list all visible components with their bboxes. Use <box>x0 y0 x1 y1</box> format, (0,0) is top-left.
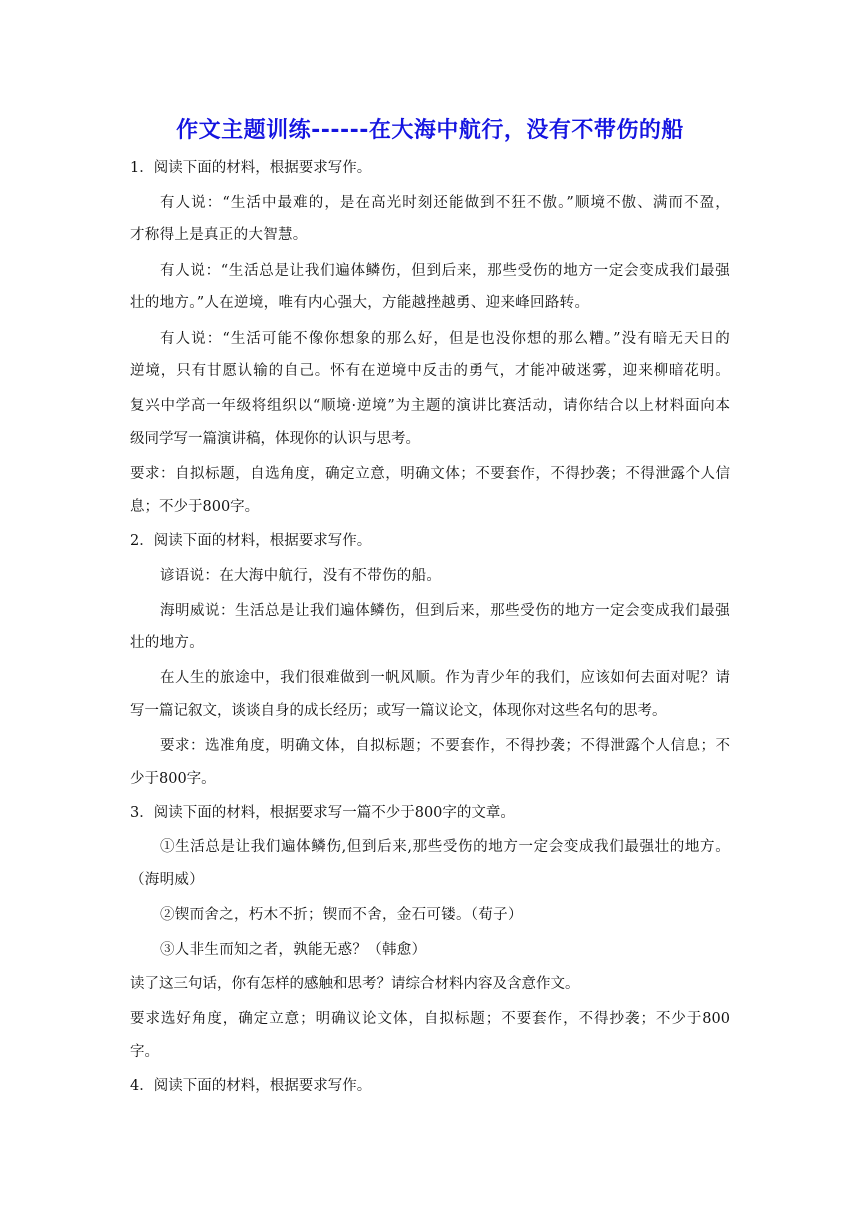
question-2-prompt: 2．阅读下面的材料，根据要求写作。 <box>130 533 372 549</box>
quote-source: （海明威） <box>130 872 204 888</box>
page-title: 作文主题训练------在大海中航行，没有不带伤的船 <box>176 118 684 143</box>
requirements-paragraph: 要求：自拟标题，自选角度，确定立意，明确文体；不要套作，不得抄袭；不得泄露个人信 <box>130 466 730 482</box>
material-paragraph: 有人说：“生活可能不像你想象的那么好，但是也没你想的那么糟。”没有暗无天日的 <box>160 331 730 347</box>
question-1-prompt: 1．阅读下面的材料，根据要求写作。 <box>130 160 372 176</box>
material-paragraph: 谚语说：在大海中航行，没有不带伤的船。 <box>160 568 442 584</box>
task-paragraph: 在人生的旅途中，我们很难做到一帆风顺。作为青少年的我们，应该如何去面对呢？请 <box>160 670 730 686</box>
requirements-paragraph: 字。 <box>130 1044 159 1060</box>
task-paragraph: 写一篇记叙文，谈谈自身的成长经历；或写一篇议论文，体现你对这些名句的思考。 <box>130 703 667 719</box>
requirements-paragraph: 少于800字。 <box>130 771 216 787</box>
material-paragraph: 有人说：“生活中最难的，是在高光时刻还能做到不狂不傲。”顺境不傲、满而不盈， <box>160 195 730 211</box>
task-paragraph: 读了这三句话，你有怎样的感触和思考？请综合材料内容及含意作文。 <box>130 976 580 992</box>
requirements-paragraph: 要求选好角度，确定立意；明确议论文体，自拟标题；不要套作，不得抄袭；不少于800 <box>130 1011 730 1027</box>
requirements-paragraph: 息；不少于800字。 <box>130 499 260 515</box>
material-paragraph: 壮的地方。 <box>130 635 204 651</box>
question-3-prompt: 3．阅读下面的材料，根据要求写一篇不少于800字的文章。 <box>130 805 515 821</box>
material-paragraph: 逆境，只有甘愿认输的自己。怀有在逆境中反击的勇气，才能冲破迷雾，迎来柳暗花明。 <box>130 363 730 379</box>
material-paragraph: 海明威说：生活总是让我们遍体鳞伤，但到后来，那些受伤的地方一定会变成我们最强 <box>160 603 730 619</box>
material-paragraph: 才称得上是真正的大智慧。 <box>130 227 308 243</box>
quote-item: ②锲而舍之，朽木不折；锲而不舍，金石可镂。（荀子） <box>160 907 523 923</box>
task-paragraph: 复兴中学高一年级将组织以“顺境·逆境”为主题的演讲比赛活动，请你结合以上材料面向本 <box>130 398 730 414</box>
question-4-prompt: 4．阅读下面的材料，根据要求写作。 <box>130 1078 372 1094</box>
quote-item: ③人非生而知之者，孰能无惑？（韩愈） <box>160 942 427 958</box>
task-paragraph: 级同学写一篇演讲稿，体现你的认识与思考。 <box>130 431 420 447</box>
material-paragraph: 壮的地方。”人在逆境，唯有内心强大，方能越挫越勇、迎来峰回路转。 <box>130 295 590 311</box>
quote-item: ①生活总是让我们遍体鳞伤,但到后来,那些受伤的地方一定会变成我们最强壮的地方。 <box>160 839 730 855</box>
material-paragraph: 有人说：“生活总是让我们遍体鳞伤，但到后来，那些受伤的地方一定会变成我们最强 <box>160 263 730 279</box>
requirements-paragraph: 要求：选准角度，明确文体，自拟标题；不要套作，不得抄袭；不得泄露个人信息；不 <box>160 738 730 754</box>
